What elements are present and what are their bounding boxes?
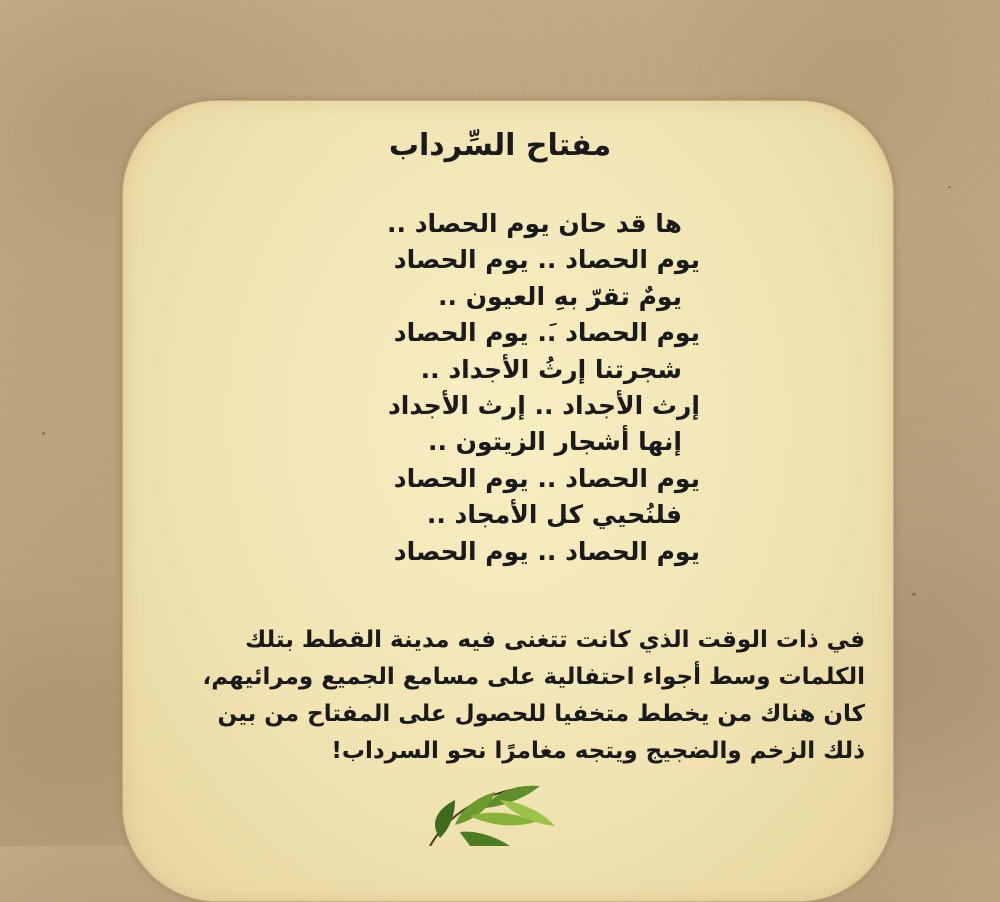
paragraph-line: في ذات الوقت الذي كانت تتغنى فيه مدينة القطط بتلك	[245, 627, 865, 653]
olive-branch-icon	[400, 780, 600, 846]
paragraph-line: ذلك الزخم والضجيج ويتجه مغامرًا نحو السرداب!	[331, 738, 865, 764]
poem-line: ها قد حان يوم الحصاد ..	[387, 209, 682, 238]
poem	[300, 206, 700, 570]
poem-line: يوم الحصاد .. يوم الحصاد	[393, 463, 700, 493]
story-paragraph	[170, 622, 865, 770]
paper-speck	[42, 432, 45, 435]
poem-line: يوم الحصاد .. يوم الحصاد	[393, 245, 700, 275]
poem-line: يوم الحصاد .َ. يوم الحصاد	[393, 318, 700, 348]
paper-speck	[912, 593, 916, 596]
poem-line: إنها أشجار الزيتون ..	[427, 427, 682, 457]
paper-speck	[948, 186, 951, 188]
page-title: مفتاح السِّرداب	[388, 128, 612, 163]
poem-line: شجرتنا إرثُ الأجداد ..	[420, 354, 682, 384]
paragraph-line: الكلمات وسط أجواء احتفالية على مسامع الجميع ومرائيهم،	[202, 664, 865, 690]
poem-line: يومٌ تقرّ بهِ العيون ..	[438, 281, 682, 311]
poem-line: فلنُحيي كل الأمجاد ..	[426, 500, 682, 530]
paragraph-line: كان هناك من يخطط متخفيا للحصول على المفتاح من بين	[217, 701, 865, 727]
poem-line: إرث الأجداد .. إرث الأجداد	[387, 390, 700, 420]
poem-line: يوم الحصاد .. يوم الحصاد	[393, 536, 700, 566]
